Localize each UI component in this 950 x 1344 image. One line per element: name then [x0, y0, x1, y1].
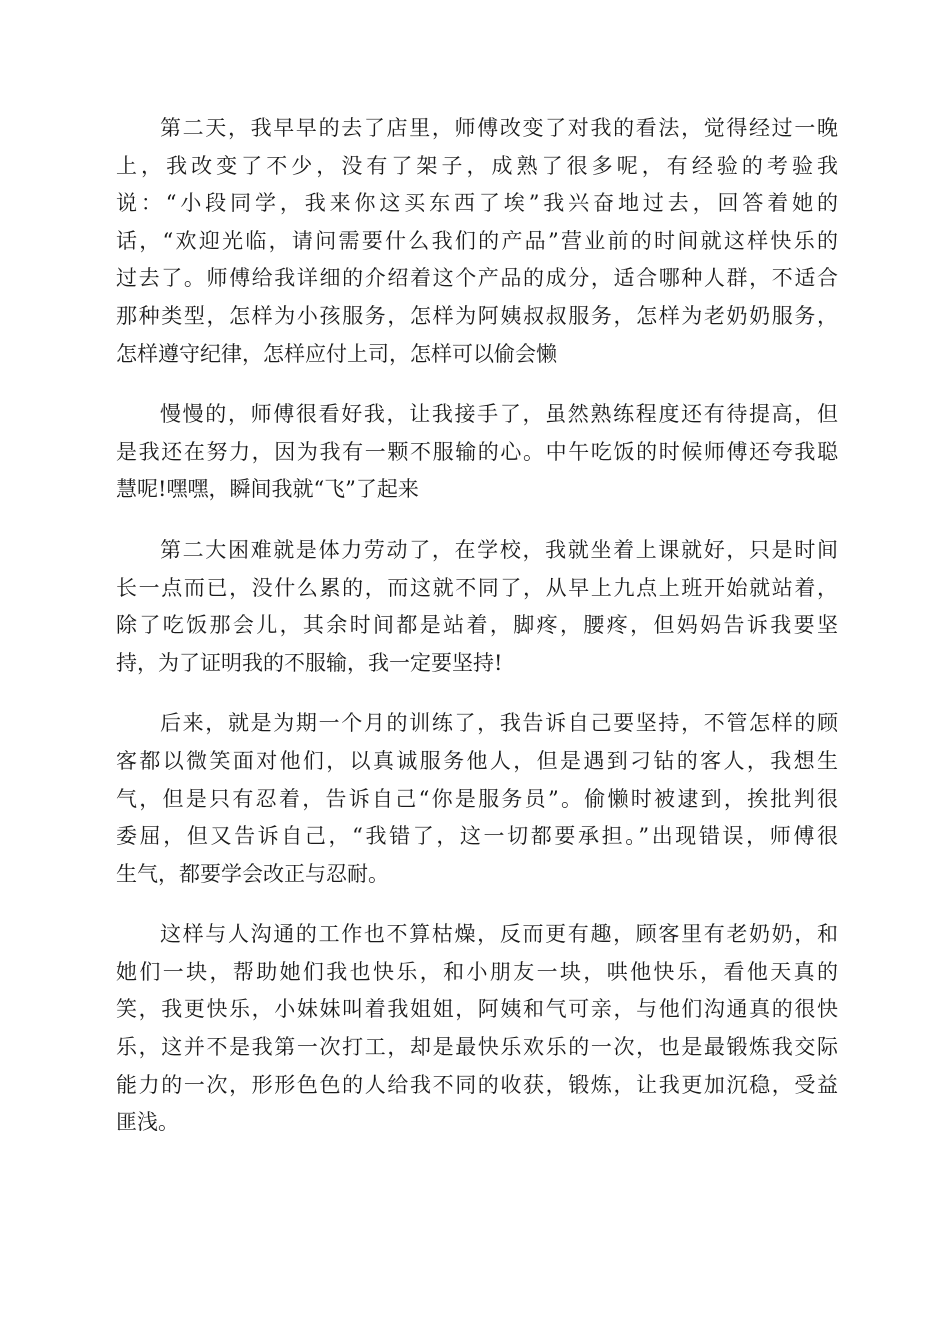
paragraph-3: [116, 532, 838, 682]
paragraph-line: 是我还在努力，因为我有一颗不服输的心。中午吃饭的时候师傅还夸我聪: [116, 439, 838, 464]
paragraph-1: [116, 110, 838, 373]
paragraph-5: [116, 916, 838, 1142]
paragraph-line: 后来，就是为期一个月的训练了，我告诉自己要坚持，不管怎样的顾: [160, 711, 838, 736]
paragraph-line: 她们一块，帮助她们我也快乐，和小朋友一块，哄他快乐，看他天真的: [116, 959, 838, 984]
paragraph-line: 说：“小段同学，我来你这买东西了埃”我兴奋地过去，回答着她的: [116, 191, 838, 216]
paragraph-line: 过去了。师傅给我详细的介绍着这个产品的成分，适合哪种人群，不适合: [116, 266, 838, 291]
paragraph-line: 长一点而已，没什么累的，而这就不同了，从早上九点上班开始就站着，: [116, 575, 838, 600]
paragraph-2: [116, 396, 838, 509]
paragraph-line: 气，但是只有忍着，告诉自己“你是服务员”。偷懒时被逮到，挨批判很: [116, 786, 838, 811]
paragraph-line: 能力的一次，形形色色的人给我不同的收获，锻炼，让我更加沉稳，受益: [116, 1072, 838, 1097]
paragraph-line: 生气，都要学会改正与忍耐。: [116, 861, 389, 886]
document-body: [116, 110, 838, 1165]
paragraph-line: 慢慢的，师傅很看好我，让我接手了，虽然熟练程度还有待提高，但: [160, 402, 838, 427]
paragraph-line: 除了吃饭那会儿，其余时间都是站着，脚疼，腰疼，但妈妈告诉我要坚: [116, 613, 838, 638]
paragraph-line: 第二大困难就是体力劳动了，在学校，我就坐着上课就好，只是时间: [160, 537, 838, 562]
paragraph-line: 乐，这并不是我第一次打工，却是最快乐欢乐的一次，也是最锻炼我交际: [116, 1035, 838, 1060]
paragraph-line: 那种类型，怎样为小孩服务，怎样为阿姨叔叔服务，怎样为老奶奶服务，: [116, 303, 838, 328]
paragraph-line: 怎样遵守纪律，怎样应付上司，怎样可以偷会懒: [116, 341, 557, 366]
paragraph-4: [116, 705, 838, 893]
paragraph-line: 客都以微笑面对他们，以真诚服务他人，但是遇到刁钻的客人，我想生: [116, 748, 838, 773]
paragraph-line: 慧呢!嘿嘿，瞬间我就“飞”了起来: [116, 477, 419, 502]
paragraph-line: 笑，我更快乐，小妹妹叫着我姐姐，阿姨和气可亲，与他们沟通真的很快: [116, 997, 838, 1022]
paragraph-line: 委屈，但又告诉自己，“我错了，这一切都要承担。”出现错误，师傅很: [116, 824, 838, 849]
paragraph-line: 匪浅。: [116, 1110, 179, 1135]
paragraph-line: 话，“欢迎光临，请问需要什么我们的产品”营业前的时间就这样快乐的: [116, 228, 838, 253]
paragraph-line: 这样与人沟通的工作也不算枯燥，反而更有趣，顾客里有老奶奶，和: [160, 922, 838, 947]
paragraph-line: 上，我改变了不少，没有了架子，成熟了很多呢，有经验的考验我: [116, 153, 838, 178]
paragraph-line: 持，为了证明我的不服输，我一定要坚持!: [116, 650, 503, 675]
paragraph-line: 第二天，我早早的去了店里，师傅改变了对我的看法，觉得经过一晚: [160, 116, 838, 140]
